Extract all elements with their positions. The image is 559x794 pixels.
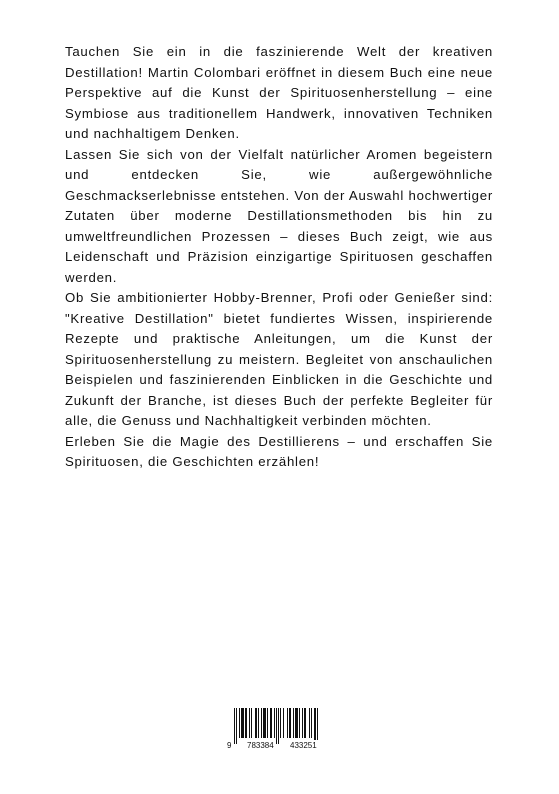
barcode-bar xyxy=(234,708,235,744)
isbn-barcode xyxy=(226,708,332,752)
barcode-bar xyxy=(295,708,298,738)
barcode-bar xyxy=(236,708,237,744)
barcode-bar xyxy=(241,708,244,738)
barcode-left-group: 783384 xyxy=(247,741,274,750)
barcode-bar xyxy=(314,708,316,744)
barcode-bar xyxy=(299,708,300,738)
barcode-bar xyxy=(287,708,288,738)
barcode-bar xyxy=(258,708,259,738)
barcode-bar xyxy=(278,708,279,744)
barcode-bars xyxy=(226,708,332,744)
barcode-first-digit: 9 xyxy=(227,741,232,750)
barcode-bar xyxy=(311,708,312,738)
barcode-bar xyxy=(289,708,291,738)
barcode-right-group: 433251 xyxy=(290,741,317,750)
barcode-bar xyxy=(274,708,275,738)
blurb-paragraph-2: Lassen Sie sich von der Vielfalt natürlicher Aromen begeistern und entdecken Sie, wie außergewöhnliche Geschmackserlebnisse entstehen. Von der Auswahl hochwertiger Zutaten über moderne Destillationsmethoden bis hin zu umweltfreundlichen Prozessen – dieses Buch zeigt, wie aus Leidenschaft und Präzision einzigartige Spirituosen geschaffen werden. xyxy=(65,146,493,285)
blurb-paragraph-4: Erleben Sie die Magie des Destillierens – und erschaffen Sie Spirituosen, die Geschichten erzählen! xyxy=(65,433,493,469)
barcode-bar xyxy=(263,708,266,738)
blurb-paragraph-3: Ob Sie ambitionierter Hobby-Brenner, Profi oder Genießer sind: "Kreative Destillation" bietet fundiertes Wissen, inspirierende Rezepte und praktische Anleitungen, um die Kunst der Spirituosenherstellung zu meistern. Begleitet von anschaulichen Beispielen und faszinierenden Einblicken in die Geschichte und Zukunft der Branche, ist dieses Buch der perfekte Begleiter für alle, die Genuss und Nachhaltigkeit verbinden möchten. xyxy=(65,290,493,428)
blurb-text xyxy=(65,42,493,473)
barcode-bar xyxy=(317,708,318,744)
barcode-bar xyxy=(283,708,284,738)
barcode-bar xyxy=(261,708,262,738)
barcode-bar xyxy=(293,708,294,738)
barcode-bar xyxy=(245,708,247,738)
blurb-paragraph-1: Tauchen Sie ein in die faszinierende Welt der kreativen Destillation! Martin Colombari eröffnet in diesem Buch eine neue Perspektive auf die Kunst der Spirituosenherstellung – eine Symbiose aus traditionellem Handwerk, innovativen Techniken und nachhaltigem Denken. xyxy=(65,44,493,141)
barcode-bar xyxy=(251,708,252,738)
barcode-bar xyxy=(255,708,257,738)
barcode-bar xyxy=(239,708,240,738)
barcode-bar xyxy=(304,708,306,738)
barcode-bar xyxy=(309,708,310,738)
barcode-bar xyxy=(249,708,250,738)
barcode-number xyxy=(226,740,332,752)
barcode-bar xyxy=(270,708,272,738)
barcode-bar xyxy=(302,708,303,738)
barcode-bar xyxy=(276,708,277,744)
barcode-bar xyxy=(280,708,281,738)
barcode-bar xyxy=(267,708,268,738)
